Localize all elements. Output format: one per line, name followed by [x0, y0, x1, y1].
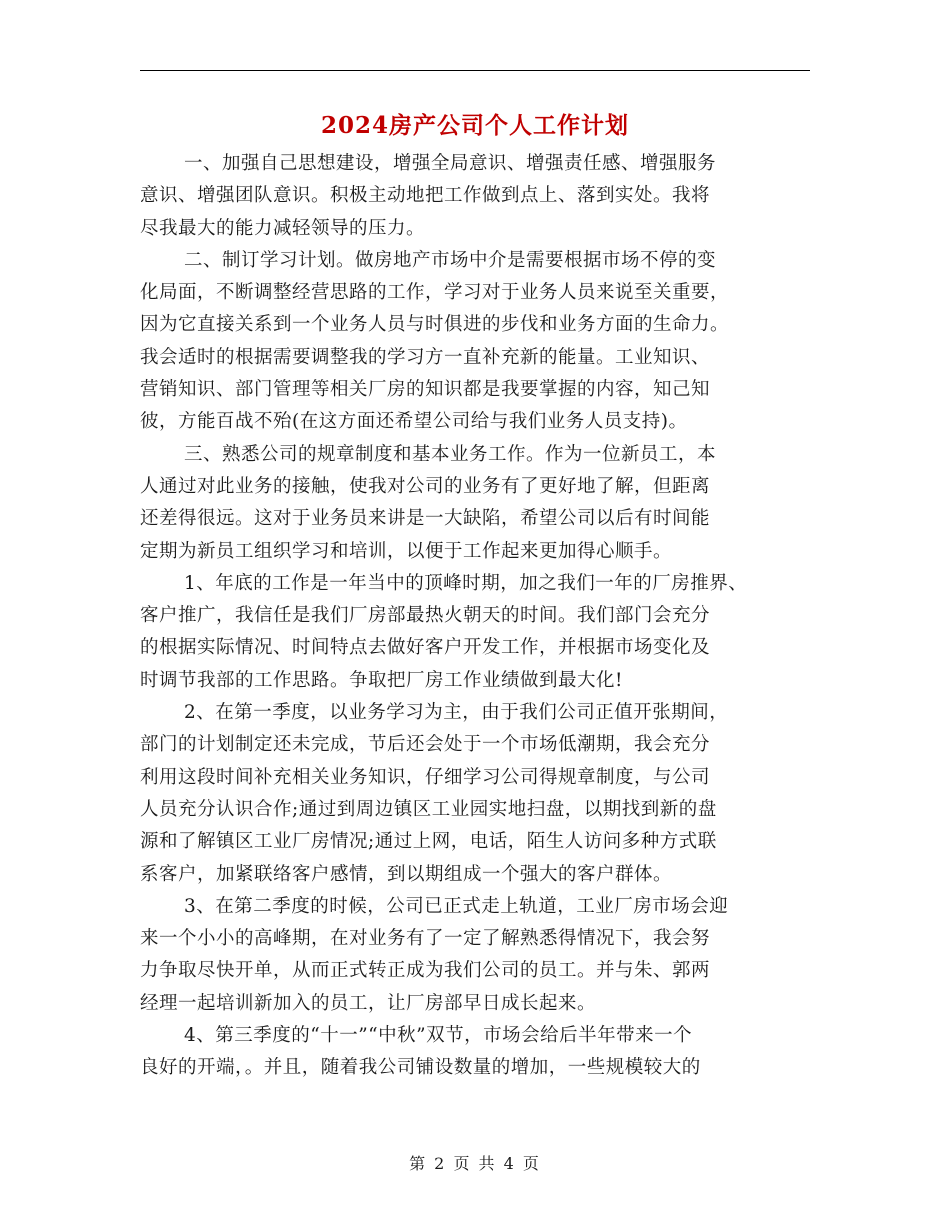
paragraph-line: 营销知识、部门管理等相关厂房的知识都是我要掌握的内容，知己知 — [140, 379, 711, 401]
paragraph-line: 因为它直接关系到一个业务人员与时俱进的步伐和业务方面的生命力。 — [140, 314, 730, 336]
page-number-footer: 第 2 页 共 4 页 — [409, 1154, 541, 1173]
paragraph — [140, 697, 840, 891]
paragraph-line: 利用这段时间补充相关业务知识，仔细学习公司得规章制度，与公司 — [140, 766, 711, 788]
document-body — [140, 148, 840, 1085]
paragraph-line: 4、第三季度的“十一”“中秋”双节，市场会给后半年带来一个 — [184, 1025, 693, 1047]
paragraph-line: 意识、增强团队意识。积极主动地把工作做到点上、落到实处。我将 — [140, 185, 711, 207]
paragraph — [140, 568, 840, 697]
paragraph-line: 一、加强自己思想建设，增强全局意识、增强责任感、增强服务 — [184, 153, 717, 174]
paragraph — [140, 891, 840, 1020]
paragraph-line: 源和了解镇区工业厂房情况;通过上网，电话，陌生人访问多种方式联 — [140, 831, 717, 853]
paragraph-line: 良好的开端，。并且，随着我公司铺设数量的增加，一些规模较大的 — [140, 1057, 701, 1079]
paragraph-line: 化局面，不断调整经营思路的工作，学习对于业务人员来说至关重要， — [140, 282, 730, 304]
paragraph-line: 彼，方能百战不殆(在这方面还希望公司给与我们业务人员支持)。 — [140, 411, 688, 433]
paragraph — [140, 439, 840, 568]
paragraph-line: 客户推广，我信任是我们厂房部最热火朝天的时间。我们部门会充分 — [140, 605, 711, 627]
paragraph-line: 来一个小小的高峰期，在对业务有了一定了解熟悉得情况下，我会努 — [140, 928, 711, 950]
paragraph-line: 2、在第一季度，以业务学习为主，由于我们公司正值开张期间， — [184, 702, 729, 724]
paragraph — [140, 1020, 840, 1085]
paragraph — [140, 245, 840, 439]
paragraph-line: 二、制订学习计划。做房地产市场中介是需要根据市场不停的变 — [184, 249, 717, 271]
paragraph-line: 尽我最大的能力减轻领导的压力。 — [140, 217, 426, 239]
paragraph-line: 部门的计划制定还未完成，节后还会处于一个市场低潮期，我会充分 — [140, 734, 711, 756]
paragraph-line: 3、在第二季度的时候，公司已正式走上轨道，工业厂房市场会迎 — [184, 895, 729, 917]
paragraph-line: 1、年底的工作是一年当中的顶峰时期，加之我们一年的厂房推界、 — [184, 572, 748, 594]
paragraph-line: 三、熟悉公司的规章制度和基本业务工作。作为一位新员工，本 — [184, 443, 717, 465]
paragraph-line: 我会适时的根据需要调整我的学习方一直补充新的能量。工业知识、 — [140, 346, 711, 368]
paragraph-line: 定期为新员工组织学习和培训，以便于工作起来更加得心顺手。 — [140, 540, 673, 562]
paragraph — [140, 148, 840, 245]
header-rule — [140, 70, 810, 71]
paragraph-line: 的根据实际情况、时间特点去做好客户开发工作，并根据市场变化及 — [140, 637, 711, 659]
paragraph-line: 人员充分认识合作;通过到周边镇区工业园实地扫盘，以期找到新的盘 — [140, 798, 717, 820]
paragraph-line: 系客户，加紧联络客户感情，到以期组成一个强大的客户群体。 — [140, 863, 673, 885]
paragraph-line: 力争取尽快开单，从而正式转正成为我们公司的员工。并与朱、郭两 — [140, 960, 711, 982]
paragraph-line: 还差得很远。这对于业务员来讲是一大缺陷，希望公司以后有时间能 — [140, 508, 711, 530]
paragraph-line: 人通过对此业务的接触，使我对公司的业务有了更好地了解，但距离 — [140, 475, 711, 497]
paragraph-line: 经理一起培训新加入的员工，让厂房部早日成长起来。 — [140, 992, 597, 1014]
paragraph-line: 时调节我部的工作思路。争取把厂房工作业绩做到最大化! — [140, 669, 623, 691]
document-title: 2024房产公司个人工作计划 — [320, 112, 629, 139]
